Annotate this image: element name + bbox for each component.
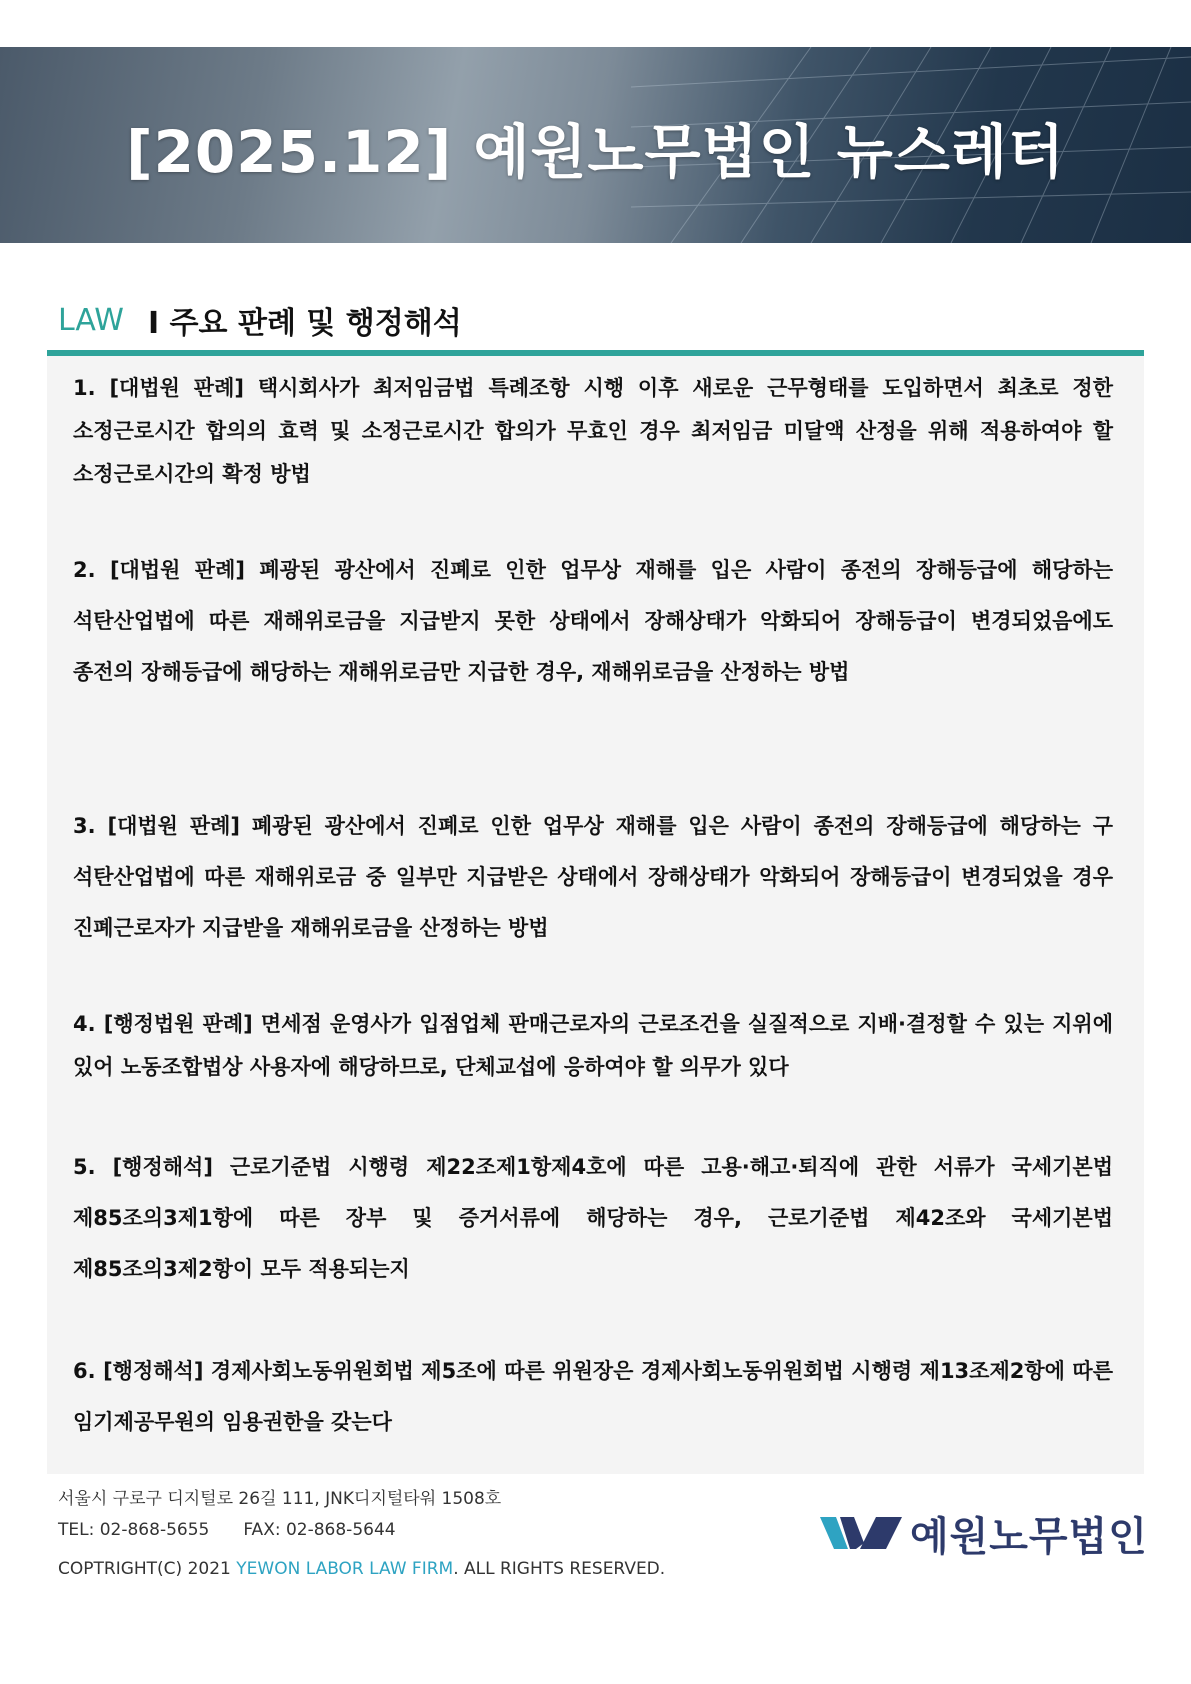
footer-tel: TEL: 02-868-5655 [58,1520,210,1540]
section-heading [58,300,462,340]
list-item: 4. [행정법원 판례] 면세점 운영사가 입점업체 판매근로자의 근로조건을 실질적으로 지배·결정할 수 있는 지위에 있어 노동조합법상 사용자에 해당하므로, 단체교섭에 응하여야 할 의무가 있다 [73,1012,1113,1079]
footer-address: 서울시 구로구 디지털로 26길 111, JNK디지털타워 1508호 [58,1489,502,1509]
footer-fax: FAX: 02-868-5644 [243,1520,396,1540]
header-banner [0,47,1191,243]
copyright-suffix: . ALL RIGHTS RESERVED. [453,1559,666,1579]
list-item: 1. [대법원 판례] 택시회사가 최저임금법 특례조항 시행 이후 새로운 근무형태를 도입하면서 최초로 정한 소정근로시간 합의의 효력 및 소정근로시간 합의가 무효인 경우 최저임금 미달액 산정을 위해 적용하여야 할 소정근로시간의 확정 방법 [73,376,1113,486]
list-item: 2. [대법원 판례] 폐광된 광산에서 진폐로 인한 업무상 재해를 입은 사람이 종전의 장해등급에 해당하는 석탄산업법에 따른 재해위로금을 지급받지 못한 상태에서 장해상태가 악화되어 장해등급이 변경되었음에도 종전의 장해등급에 해당하는 재해위로금만 지급한 경우, 재해위로금을 산정하는 방법 [73,558,1113,684]
section-tag: LAW [58,302,124,338]
logo-text: 예원노무법인 [910,1513,1148,1560]
list-item: 3. [대법원 판례] 폐광된 광산에서 진폐로 인한 업무상 재해를 입은 사람이 종전의 장해등급에 해당하는 구 석탄산업법에 따른 재해위로금 중 일부만 지급받은 상태에서 장해상태가 악화되어 장해등급이 변경되었을 경우 진폐근로자가 지급받을 재해위로금을 산정하는 방법 [73,814,1113,940]
copyright-firm: YEWON LABOR LAW FIRM [236,1559,454,1579]
firm-logo [820,1508,1148,1558]
newsletter-title: [2025.12] 예원노무법인 뉴스레터 [126,118,1065,186]
yewon-w-logo-icon [820,1511,902,1555]
copyright-prefix: COPTRIGHT(C) 2021 [58,1559,237,1579]
footer-contact [58,1520,396,1540]
section-title: I 주요 판례 및 행정해석 [147,306,462,341]
footer-copyright [58,1559,665,1579]
list-item: 6. [행정해석] 경제사회노동위원회법 제5조에 따른 위원장은 경제사회노동위원회법 시행령 제13조제2항에 따른 임기제공무원의 임용권한을 갖는다 [73,1359,1113,1434]
list-item: 5. [행정해석] 근로기준법 시행령 제22조제1항제4호에 따른 고용·해고·퇴직에 관한 서류가 국세기본법 제85조의3제1항에 따른 장부 및 증거서류에 해당하는 경우, 근로기준법 제42조와 국세기본법 제85조의3제2항이 모두 적용되는지 [73,1155,1113,1281]
